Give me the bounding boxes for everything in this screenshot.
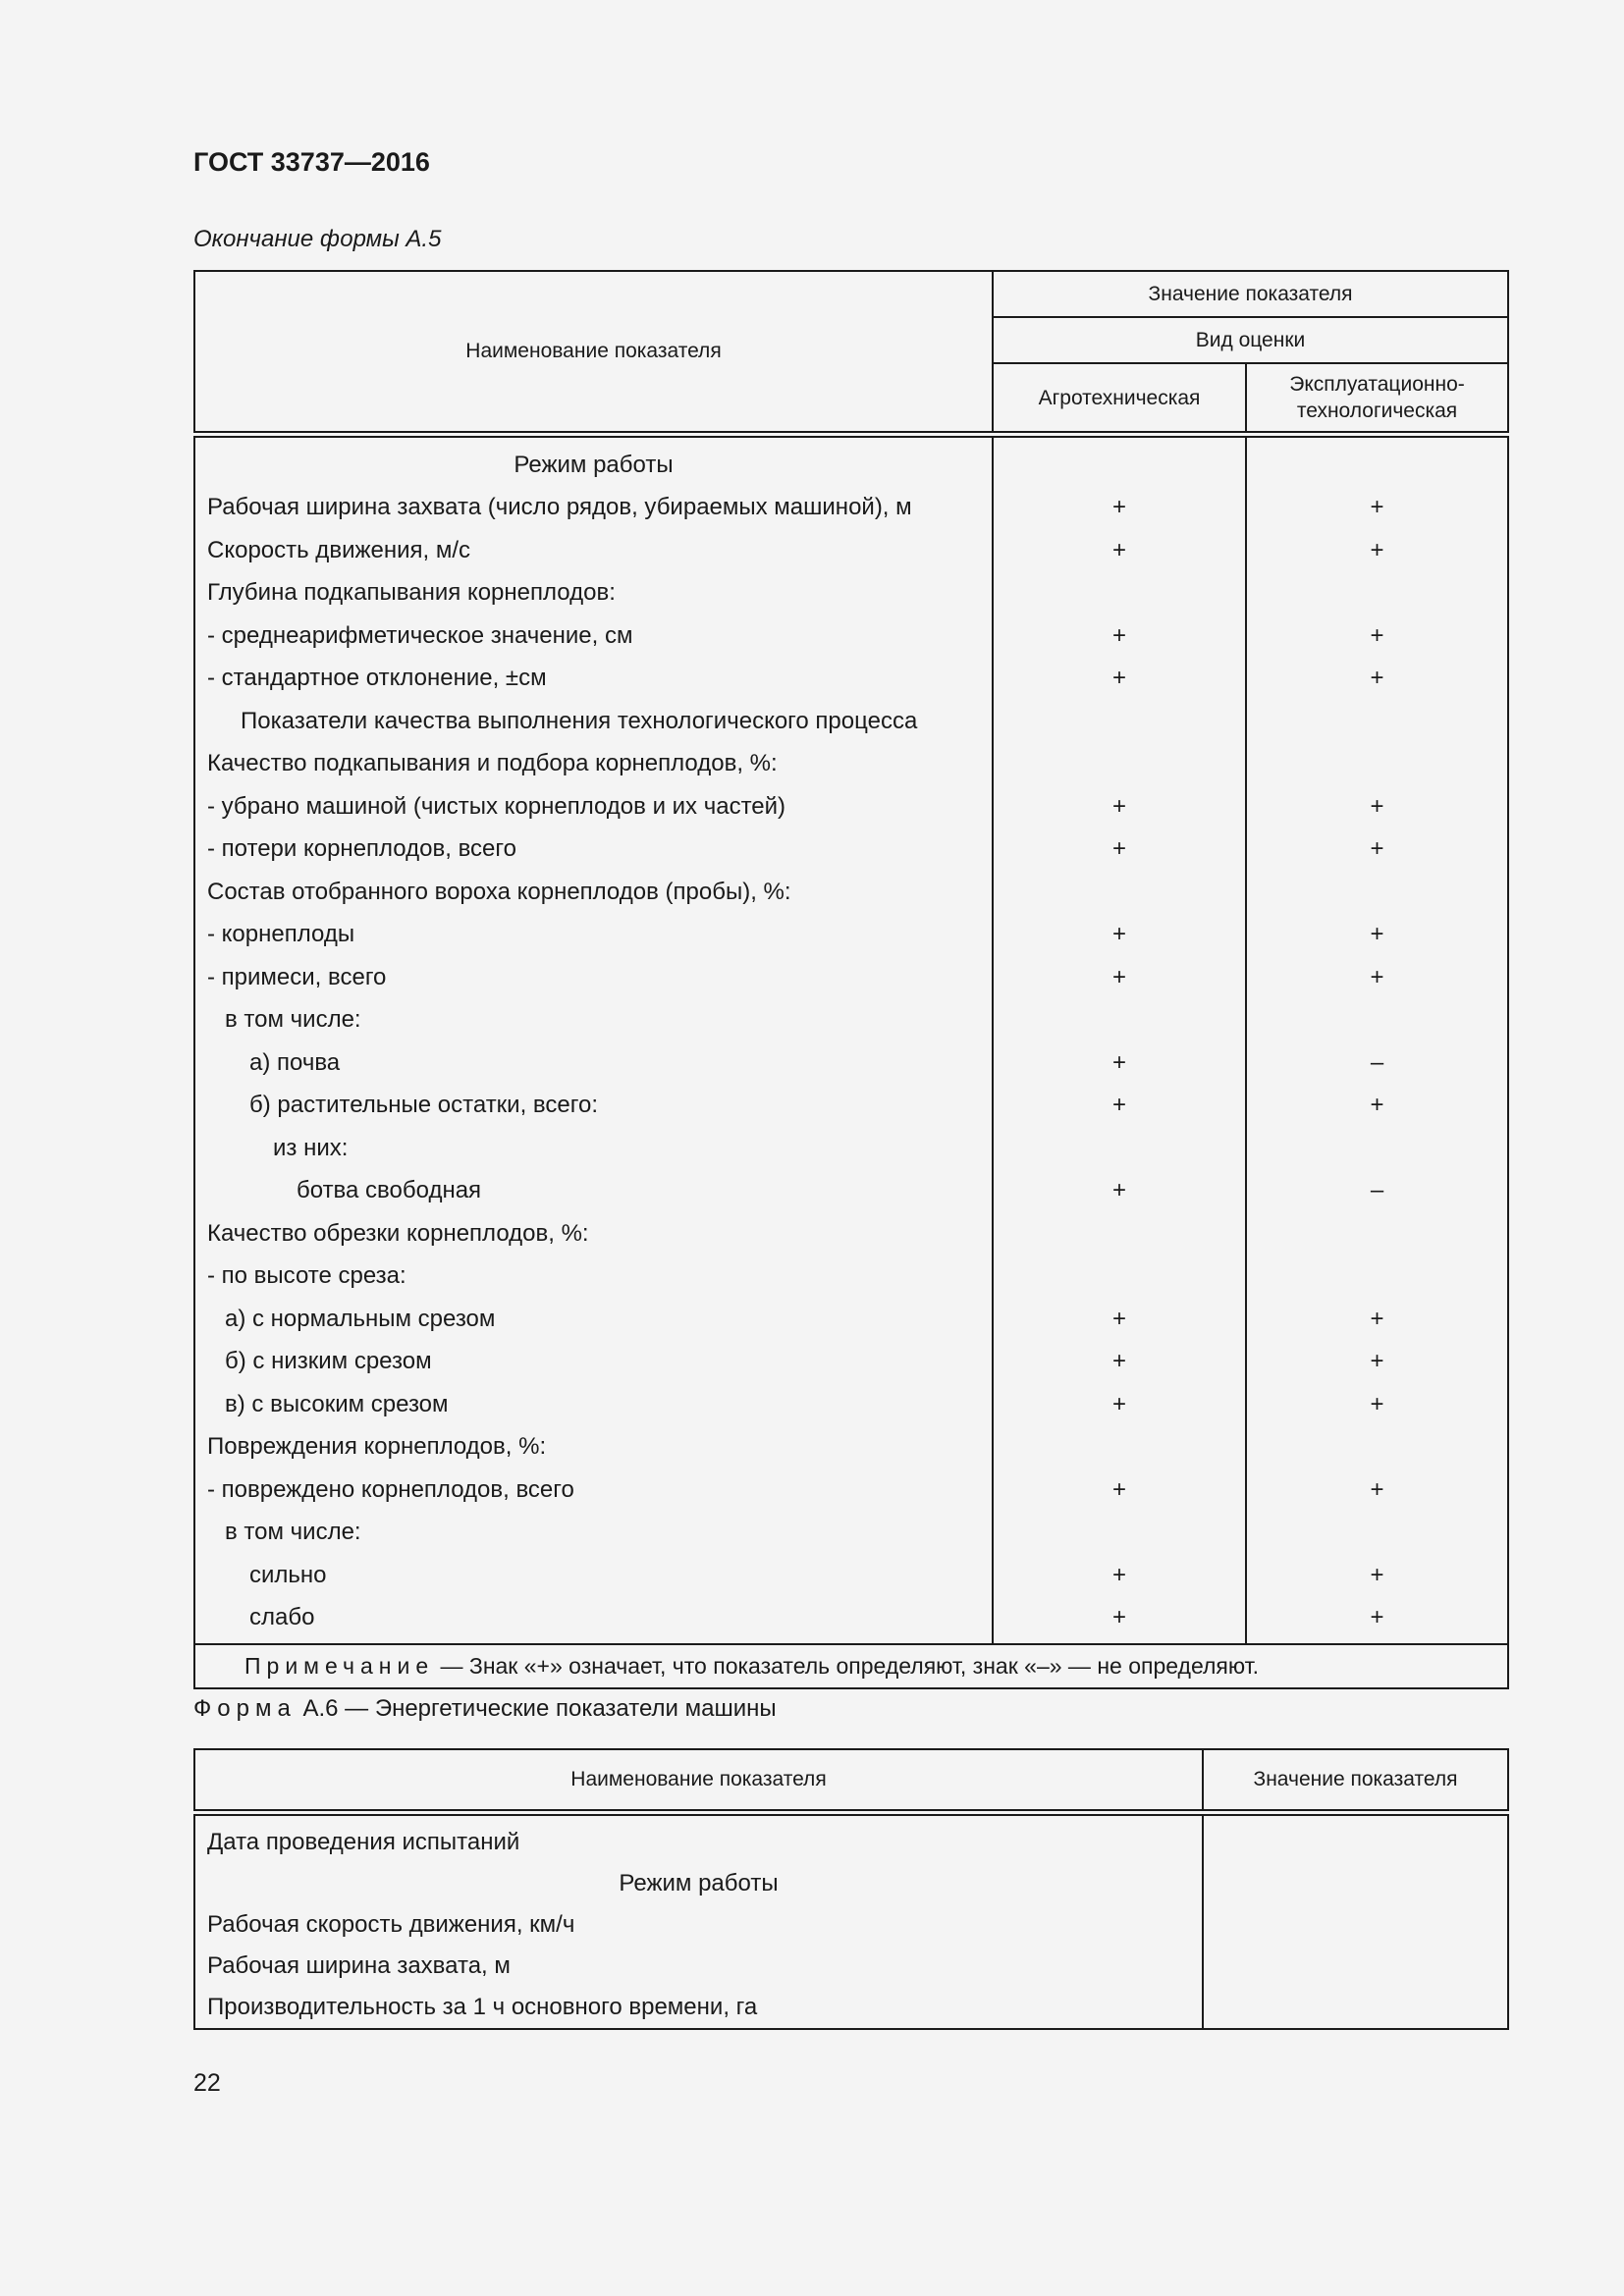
row-name: Рабочая скорость движения, км/ч xyxy=(194,1904,1203,1946)
row-agro-value: + xyxy=(993,487,1246,530)
row-name: Режим работы xyxy=(194,1863,1203,1904)
table-row xyxy=(194,1863,1508,1904)
table-row xyxy=(194,1904,1508,1946)
table-row xyxy=(194,487,1508,530)
row-exploit-value xyxy=(1246,1212,1508,1255)
header-exploit-line2: технологическая xyxy=(1296,400,1458,422)
row-value xyxy=(1203,1904,1508,1946)
form-a6-table xyxy=(193,1748,1509,2030)
row-name: - повреждено корнеплодов, всего xyxy=(194,1468,993,1512)
table-row xyxy=(194,1597,1508,1645)
row-agro-value xyxy=(993,871,1246,914)
row-exploit-value: + xyxy=(1370,1475,1384,1503)
table-row xyxy=(194,785,1508,828)
table-note-row xyxy=(194,1644,1508,1688)
row-name: в том числе: xyxy=(194,1512,993,1555)
row-exploit-value xyxy=(1246,1127,1508,1170)
note-text: — Знак «+» означает, что показатель определяют, знак «–» — не определяют. xyxy=(440,1653,1259,1679)
form-a5-caption: Окончание формы А.5 xyxy=(193,226,442,252)
row-name: Показатели качества выполнения технологического процесса xyxy=(194,700,993,743)
row-name: слабо xyxy=(194,1597,993,1645)
row-name: Дата проведения испытаний xyxy=(194,1813,1203,1864)
row-agro-value xyxy=(993,743,1246,786)
table-row xyxy=(194,1468,1508,1512)
row-name: - стандартное отклонение, ±см xyxy=(194,658,993,701)
row-exploit-value: + xyxy=(1370,665,1384,692)
row-agro-value xyxy=(993,435,1246,487)
row-exploit-value: + xyxy=(1370,792,1384,820)
row-name: в) с высоким срезом xyxy=(194,1383,993,1426)
note-label: Примечание xyxy=(244,1653,435,1679)
table-row xyxy=(194,1512,1508,1555)
table-row xyxy=(194,1946,1508,1987)
table-row xyxy=(194,1554,1508,1597)
header-exploit-line1: Эксплуатационно- xyxy=(1289,373,1465,396)
row-agro-value xyxy=(993,1426,1246,1469)
row-agro-value: + xyxy=(993,1468,1246,1512)
row-exploit-value xyxy=(1246,1512,1508,1555)
table-row xyxy=(194,1255,1508,1299)
document-code: ГОСТ 33737—2016 xyxy=(193,147,430,177)
row-name: а) почва xyxy=(194,1041,993,1085)
row-exploit-value: + xyxy=(1370,921,1384,948)
form-a5-table xyxy=(193,270,1509,1689)
row-agro-value: + xyxy=(993,658,1246,701)
row-agro-value: + xyxy=(993,614,1246,658)
table-row xyxy=(194,743,1508,786)
row-agro-value: + xyxy=(993,1383,1246,1426)
header-indicator-name: Наименование показателя xyxy=(194,1749,1203,1813)
table-row xyxy=(194,1987,1508,2029)
header-operational-technological xyxy=(1246,363,1508,435)
page-number: 22 xyxy=(193,2069,221,2097)
form-a6-caption-text: А.6 — Энергетические показатели машины xyxy=(302,1695,777,1722)
table-row xyxy=(194,1341,1508,1384)
row-agro-value: + xyxy=(993,1554,1246,1597)
table-row xyxy=(194,1813,1508,1864)
row-name: - примеси, всего xyxy=(194,956,993,999)
table-row xyxy=(194,1127,1508,1170)
row-value xyxy=(1203,1946,1508,1987)
row-exploit-value: + xyxy=(1370,1092,1384,1119)
row-name: Производительность за 1 ч основного времени, га xyxy=(194,1987,1203,2029)
header-indicator-value: Значение показателя xyxy=(1203,1749,1508,1813)
row-name: - среднеарифметическое значение, см xyxy=(194,614,993,658)
table-row xyxy=(194,1426,1508,1469)
form-a6-caption-label: Форма xyxy=(193,1695,297,1722)
row-name: ботва свободная xyxy=(194,1170,993,1213)
row-name: - убрано машиной (чистых корнеплодов и их частей) xyxy=(194,785,993,828)
row-agro-value xyxy=(993,700,1246,743)
row-exploit-value: + xyxy=(1370,1390,1384,1417)
row-exploit-value xyxy=(1246,743,1508,786)
row-name: сильно xyxy=(194,1554,993,1597)
row-value xyxy=(1203,1813,1508,1864)
table-row xyxy=(194,828,1508,872)
table-row xyxy=(194,572,1508,615)
row-agro-value: + xyxy=(993,1298,1246,1341)
row-agro-value: + xyxy=(993,956,1246,999)
table-row xyxy=(194,1170,1508,1213)
row-agro-value: + xyxy=(993,1085,1246,1128)
row-exploit-value xyxy=(1246,700,1508,743)
row-exploit-value xyxy=(1246,572,1508,615)
row-exploit-value: – xyxy=(1370,1048,1384,1076)
table-row xyxy=(194,1041,1508,1085)
row-exploit-value: + xyxy=(1370,494,1384,521)
row-agro-value xyxy=(993,999,1246,1042)
row-name: Качество подкапывания и подбора корнеплодов, %: xyxy=(194,743,993,786)
row-agro-value: + xyxy=(993,1041,1246,1085)
row-value xyxy=(1203,1863,1508,1904)
row-exploit-value: + xyxy=(1370,1348,1384,1375)
table-row xyxy=(194,435,1508,487)
row-agro-value: + xyxy=(993,1341,1246,1384)
row-exploit-value xyxy=(1246,999,1508,1042)
table-row xyxy=(194,1085,1508,1128)
row-exploit-value: + xyxy=(1370,1561,1384,1588)
form-a6-caption xyxy=(193,1695,777,1723)
row-exploit-value: + xyxy=(1370,1305,1384,1332)
row-name: - по высоте среза: xyxy=(194,1255,993,1299)
row-exploit-value: + xyxy=(1370,621,1384,649)
header-indicator-name: Наименование показателя xyxy=(194,271,993,435)
row-agro-value: + xyxy=(993,785,1246,828)
table-row xyxy=(194,614,1508,658)
table-row xyxy=(194,871,1508,914)
table-row xyxy=(194,658,1508,701)
row-name: Качество обрезки корнеплодов, %: xyxy=(194,1212,993,1255)
row-agro-value: + xyxy=(993,529,1246,572)
row-agro-value: + xyxy=(993,914,1246,957)
row-name: б) растительные остатки, всего: xyxy=(194,1085,993,1128)
row-name: а) с нормальным срезом xyxy=(194,1298,993,1341)
row-name: в том числе: xyxy=(194,999,993,1042)
row-exploit-value xyxy=(1246,1255,1508,1299)
row-exploit-value: + xyxy=(1370,835,1384,863)
row-agro-value: + xyxy=(993,1597,1246,1645)
row-name: из них: xyxy=(194,1127,993,1170)
row-name: - корнеплоды xyxy=(194,914,993,957)
row-name: Рабочая ширина захвата, м xyxy=(194,1946,1203,1987)
row-value xyxy=(1203,1987,1508,2029)
row-agro-value xyxy=(993,1255,1246,1299)
row-exploit-value: + xyxy=(1370,1604,1384,1631)
row-name: - потери корнеплодов, всего xyxy=(194,828,993,872)
header-evaluation-kind: Вид оценки xyxy=(993,317,1508,363)
header-agrotechnical: Агротехническая xyxy=(993,363,1246,435)
table-row xyxy=(194,1298,1508,1341)
row-name: Рабочая ширина захвата (число рядов, убираемых машиной), м xyxy=(194,487,993,530)
row-agro-value xyxy=(993,1127,1246,1170)
table-row xyxy=(194,956,1508,999)
row-agro-value xyxy=(993,572,1246,615)
row-name: Скорость движения, м/с xyxy=(194,529,993,572)
table-row xyxy=(194,914,1508,957)
row-agro-value: + xyxy=(993,828,1246,872)
row-exploit-value xyxy=(1246,871,1508,914)
row-agro-value: + xyxy=(993,1170,1246,1213)
table-note xyxy=(194,1644,1508,1688)
table-row xyxy=(194,1383,1508,1426)
table-row xyxy=(194,1212,1508,1255)
row-exploit-value: + xyxy=(1370,536,1384,563)
table-row xyxy=(194,700,1508,743)
row-name: б) с низким срезом xyxy=(194,1341,993,1384)
row-agro-value xyxy=(993,1212,1246,1255)
table-row xyxy=(194,999,1508,1042)
row-name: Повреждения корнеплодов, %: xyxy=(194,1426,993,1469)
row-agro-value xyxy=(993,1512,1246,1555)
row-name: Глубина подкапывания корнеплодов: xyxy=(194,572,993,615)
row-exploit-value: – xyxy=(1370,1177,1384,1204)
row-name: Состав отобранного вороха корнеплодов (пробы), %: xyxy=(194,871,993,914)
table-row xyxy=(194,529,1508,572)
row-exploit-value xyxy=(1246,1426,1508,1469)
row-name: Режим работы xyxy=(194,435,993,487)
row-exploit-value xyxy=(1246,435,1508,487)
header-indicator-value: Значение показателя xyxy=(993,271,1508,317)
row-exploit-value: + xyxy=(1370,963,1384,990)
